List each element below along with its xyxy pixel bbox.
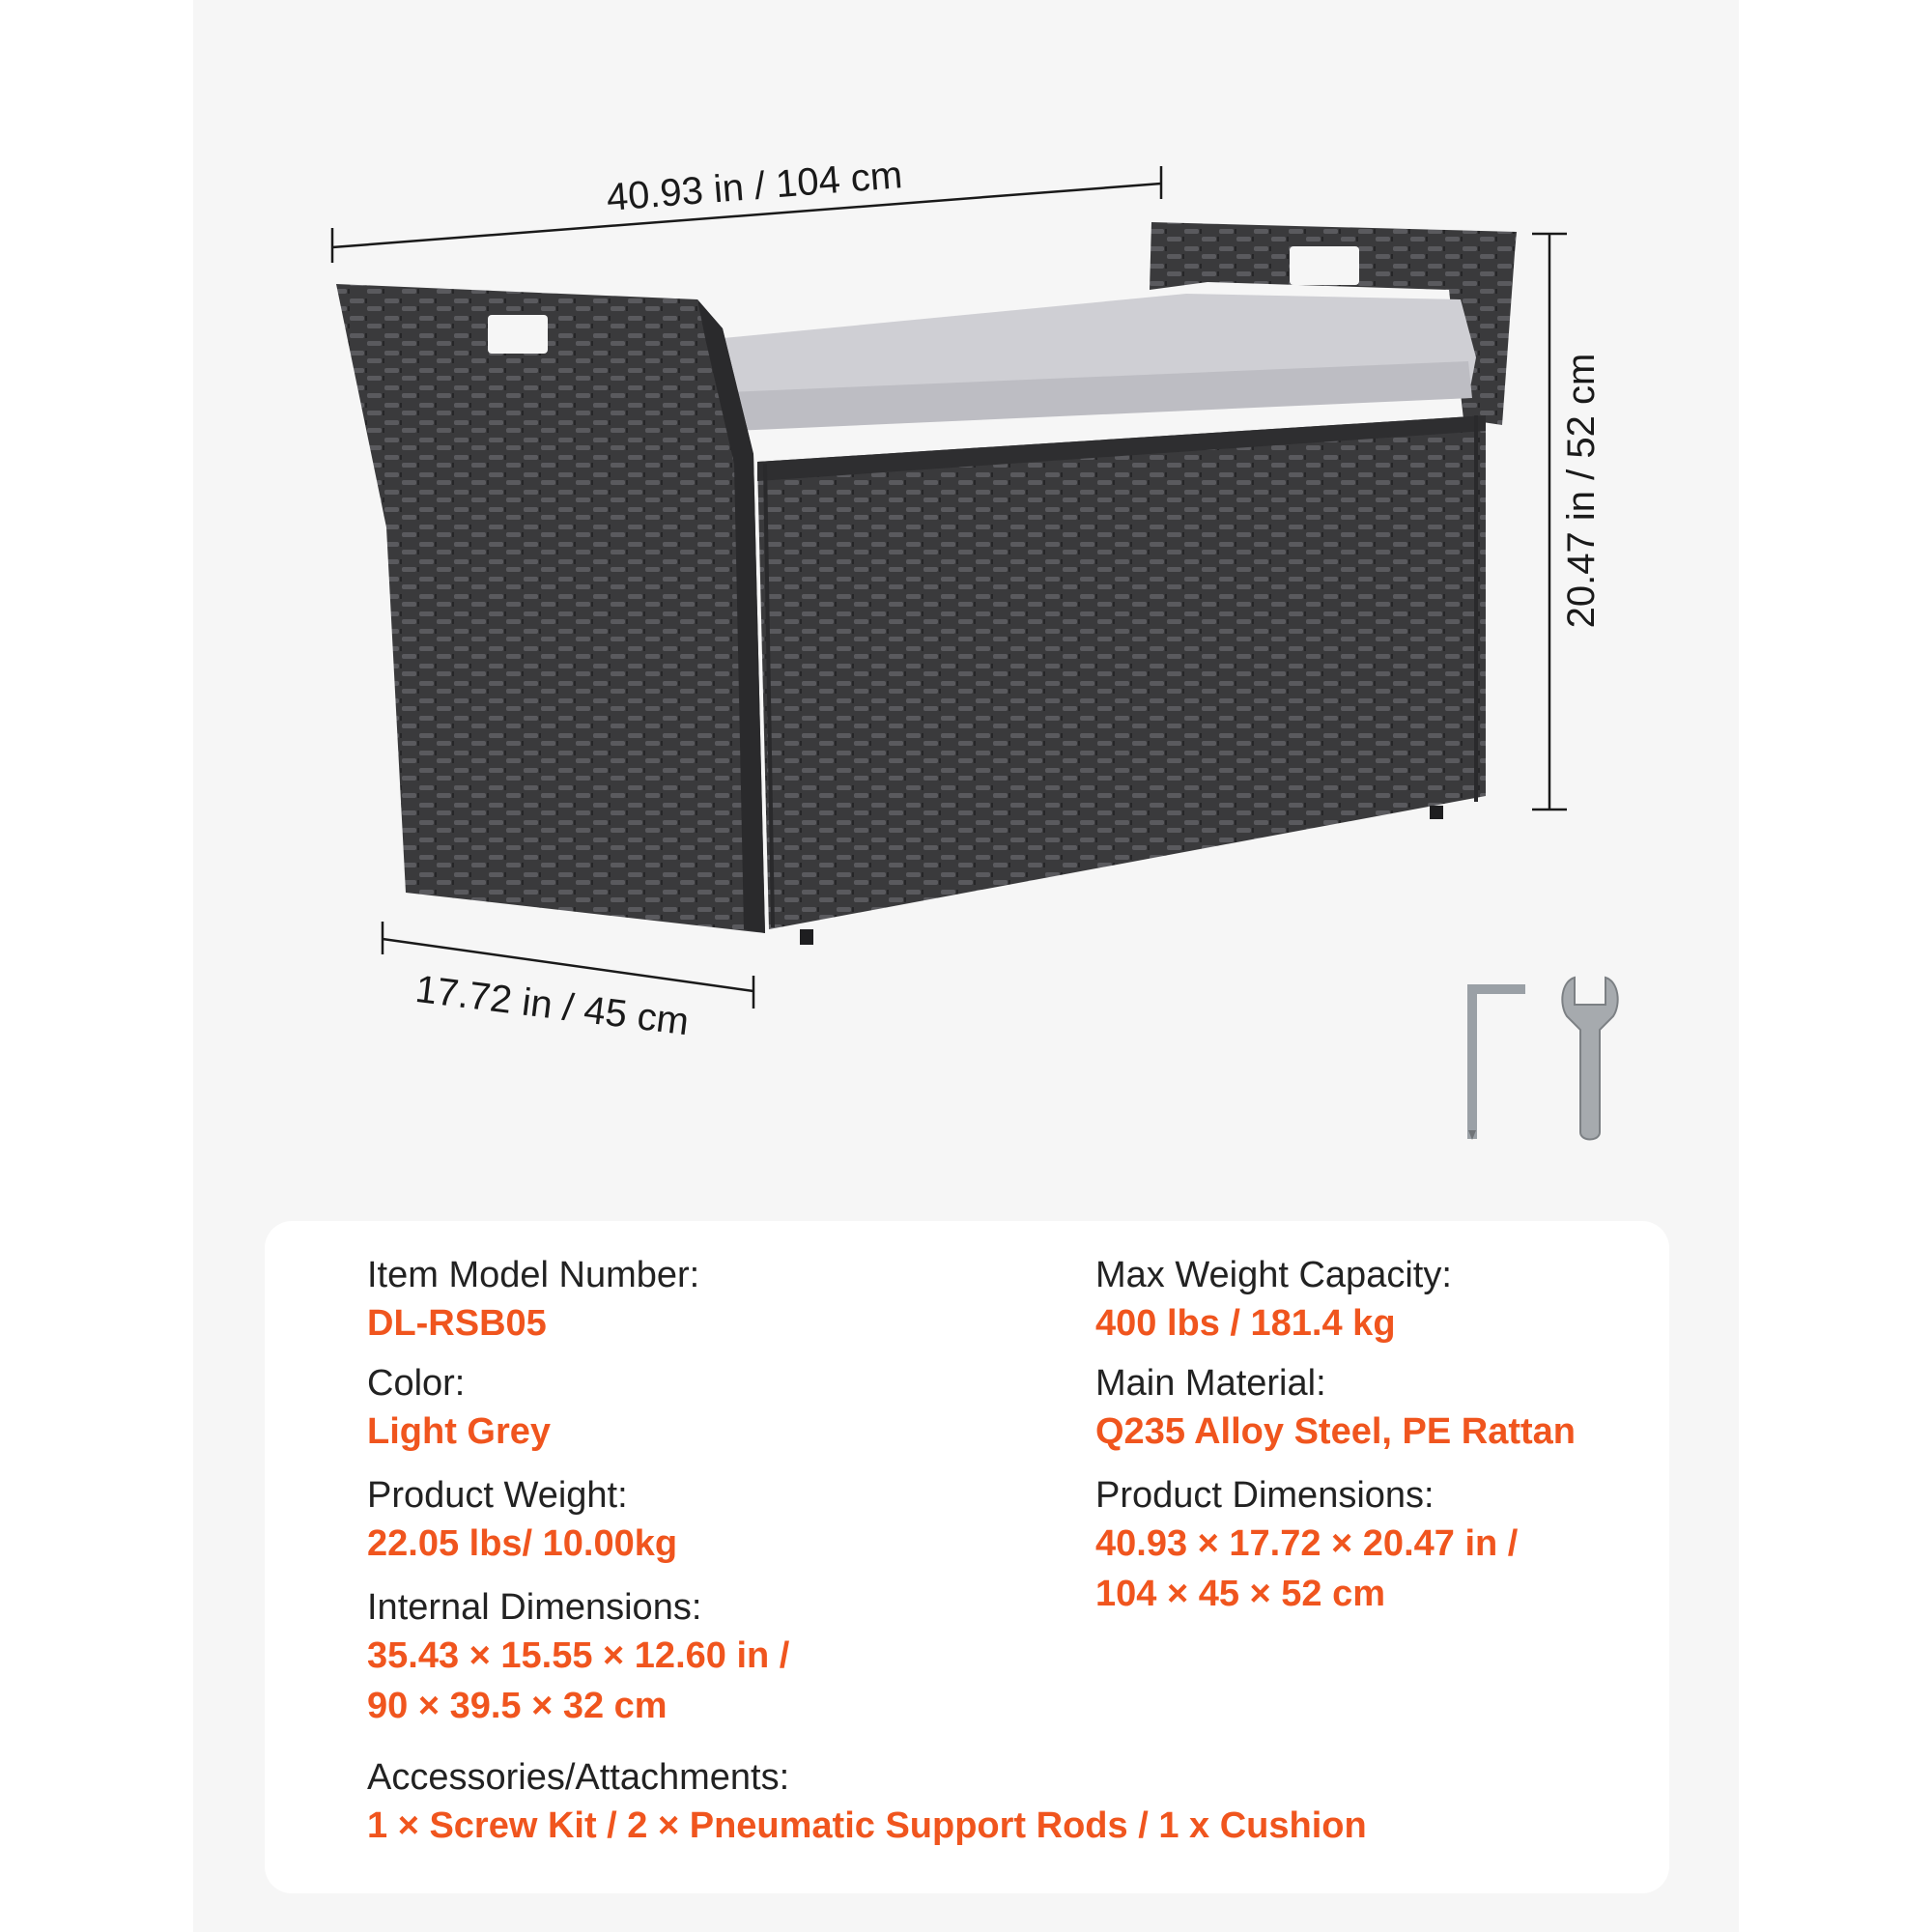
spec-model bbox=[367, 1252, 699, 1349]
spec-material-label: Main Material: bbox=[1095, 1363, 1326, 1404]
wrench-icon bbox=[1562, 978, 1617, 1140]
spec-accessories bbox=[367, 1754, 1367, 1851]
spec-capacity-value: 400 lbs / 181.4 kg bbox=[1095, 1303, 1396, 1344]
spec-internal-dimensions-line-2: 90 × 39.5 × 32 cm bbox=[367, 1686, 668, 1726]
rattan-storage-bench bbox=[336, 222, 1517, 945]
spec-internal-dimensions bbox=[367, 1584, 789, 1731]
spec-internal-dimensions-label: Internal Dimensions: bbox=[367, 1587, 702, 1628]
spec-product-dimensions-line-1: 40.93 × 17.72 × 20.47 in / bbox=[1095, 1523, 1519, 1564]
width-dimension-label: 40.93 in / 104 cm bbox=[605, 154, 904, 220]
spec-product-dimensions-label: Product Dimensions: bbox=[1095, 1475, 1435, 1516]
spec-internal-dimensions-line-1: 35.43 × 15.55 × 12.60 in / bbox=[367, 1635, 790, 1676]
spec-weight-value: 22.05 lbs/ 10.00kg bbox=[367, 1523, 678, 1564]
spec-model-label: Item Model Number: bbox=[367, 1255, 700, 1295]
spec-color bbox=[367, 1360, 551, 1457]
spec-accessories-value: 1 × Screw Kit / 2 × Pneumatic Support Rods / 1 x Cushion bbox=[367, 1805, 1367, 1846]
spec-product-dimensions-line-2: 104 × 45 × 52 cm bbox=[1095, 1574, 1386, 1614]
height-dimension-label: 20.47 in / 52 cm bbox=[1560, 353, 1603, 629]
spec-color-label: Color: bbox=[367, 1363, 466, 1404]
allen-key-icon bbox=[1468, 989, 1520, 1140]
spec-material-value: Q235 Alloy Steel, PE Rattan bbox=[1095, 1411, 1576, 1452]
spec-product-dimensions bbox=[1095, 1472, 1518, 1619]
spec-weight-label: Product Weight: bbox=[367, 1475, 628, 1516]
spec-capacity-label: Max Weight Capacity: bbox=[1095, 1255, 1452, 1295]
spec-capacity bbox=[1095, 1252, 1452, 1349]
spec-accessories-label: Accessories/Attachments: bbox=[367, 1757, 790, 1798]
depth-dimension-label: 17.72 in / 45 cm bbox=[412, 967, 692, 1044]
spec-model-value: DL-RSB05 bbox=[367, 1303, 547, 1344]
spec-material bbox=[1095, 1360, 1576, 1457]
specifications-card bbox=[265, 1221, 1669, 1893]
spec-weight bbox=[367, 1472, 677, 1569]
spec-color-value: Light Grey bbox=[367, 1411, 552, 1452]
